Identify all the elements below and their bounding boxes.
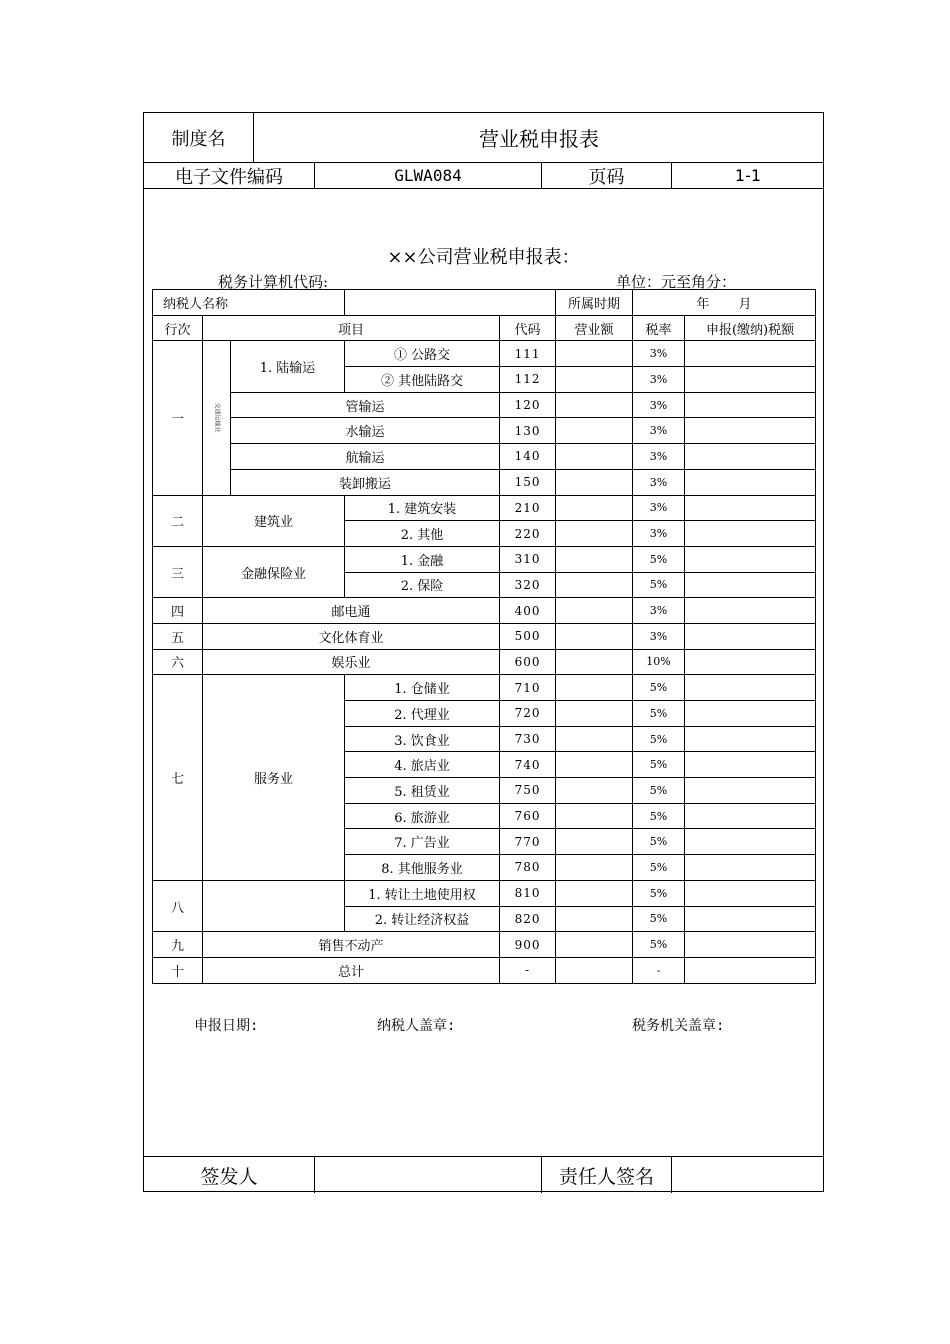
table-row [153,418,816,444]
revenue-cell[interactable] [556,803,633,829]
revenue-cell[interactable] [556,572,633,598]
document-name: 营业税申报表 [253,113,824,162]
item-name: 邮电通 [203,598,500,624]
total-row [153,957,816,983]
group-subname: 1. 陆输运 [231,341,345,392]
tax-cell[interactable] [685,341,816,367]
revenue-cell[interactable] [556,367,633,393]
rate-cell: 3% [633,623,685,649]
line-number: 三 [153,546,203,597]
column-header-row [153,315,816,341]
tax-cell[interactable] [685,752,816,778]
line-number: 四 [153,598,203,624]
revenue-cell[interactable] [556,469,633,495]
tax-cell[interactable] [685,444,816,470]
line-number: 六 [153,649,203,675]
period-value[interactable] [633,290,816,316]
item-name: 2. 代理业 [345,701,500,727]
item-code: 150 [500,469,556,495]
item-name: 2. 其他 [345,521,500,547]
line-number: 九 [153,932,203,958]
item-name: ① 公路交 [345,341,500,367]
tax-cell[interactable] [685,726,816,752]
revenue-cell[interactable] [556,598,633,624]
rate-cell: 3% [633,418,685,444]
unit-label: 单位：元至角分： [616,273,737,291]
tax-cell[interactable] [685,367,816,393]
rate-cell: 3% [633,469,685,495]
table-row [153,392,816,418]
item-code: 780 [500,855,556,881]
rate-cell: 5% [633,752,685,778]
tax-cell[interactable] [685,469,816,495]
table-row [153,623,816,649]
group-name: 服务业 [203,675,345,881]
tax-cell[interactable] [685,623,816,649]
header-row-name [144,113,823,163]
table-row [153,932,816,958]
item-name: 1. 仓储业 [345,675,500,701]
table-row [153,495,816,521]
col-header-rate: 税率 [633,315,685,341]
taxpayer-value[interactable] [345,290,556,316]
col-header-revenue: 营业额 [556,315,633,341]
item-name: 装卸搬运 [231,469,500,495]
table-row [153,341,816,367]
item-name: 娱乐业 [203,649,500,675]
line-number: 七 [153,675,203,881]
item-code: 220 [500,521,556,547]
tax-cell[interactable] [685,392,816,418]
rate-cell: 3% [633,521,685,547]
table-row [153,546,816,572]
item-code: 140 [500,444,556,470]
rate-cell: 3% [633,444,685,470]
page-label: 页码 [541,163,671,188]
tax-cell[interactable] [685,546,816,572]
responsible-value[interactable] [671,1157,824,1193]
revenue-cell[interactable] [556,932,633,958]
form-title: ××公司营业税申报表： [387,247,580,268]
code-value: GLWA084 [314,163,541,188]
item-code: 710 [500,675,556,701]
group-name: 建筑业 [203,495,345,546]
computer-code-label: 税务计算机代码: [218,273,329,291]
tax-cell[interactable] [685,880,816,906]
item-name: 3. 饮食业 [345,726,500,752]
rate-cell: 3% [633,392,685,418]
page-value: 1-1 [671,163,824,188]
revenue-cell[interactable] [556,649,633,675]
revenue-cell[interactable] [556,623,633,649]
line-number: 五 [153,623,203,649]
rate-cell: 5% [633,675,685,701]
item-code: 112 [500,367,556,393]
rate-cell: 5% [633,880,685,906]
item-name: ② 其他陆路交 [345,367,500,393]
revenue-cell[interactable] [556,392,633,418]
tax-cell[interactable] [685,932,816,958]
item-name: 水输运 [231,418,500,444]
rate-cell: 5% [633,546,685,572]
code-label: 电子文件编码 [175,166,283,188]
revenue-cell[interactable] [556,829,633,855]
line-number: 八 [153,880,203,931]
tax-office-seal-label: 税务机关盖章: [632,1018,725,1034]
item-code: 900 [500,932,556,958]
revenue-cell[interactable] [556,906,633,932]
item-code: 600 [500,649,556,675]
item-code: 210 [500,495,556,521]
tax-cell[interactable] [685,778,816,804]
item-code: - [500,957,556,983]
tax-cell[interactable] [685,675,816,701]
item-name: 7. 广告业 [345,829,500,855]
revenue-cell[interactable] [556,521,633,547]
item-name: 6. 旅游业 [345,803,500,829]
item-code: 320 [500,572,556,598]
item-name: 销售不动产 [203,932,500,958]
table-row [153,598,816,624]
tax-cell[interactable] [685,855,816,881]
taxpayer-label: 纳税人名称 [153,290,345,316]
revenue-cell[interactable] [556,418,633,444]
item-code: 310 [500,546,556,572]
col-header-item: 项目 [203,315,500,341]
revenue-cell[interactable] [556,444,633,470]
revenue-cell[interactable] [556,495,633,521]
item-name: 5. 租赁业 [345,778,500,804]
rate-cell: 3% [633,367,685,393]
tax-cell[interactable] [685,572,816,598]
col-header-code: 代码 [500,315,556,341]
period-label: 所属时期 [556,290,633,316]
table-row [153,444,816,470]
revenue-cell[interactable] [556,957,633,983]
rate-cell: 3% [633,598,685,624]
taxpayer-seal-label: 纳税人盖章: [377,1018,456,1034]
tax-cell[interactable] [685,701,816,727]
tax-cell[interactable] [685,803,816,829]
tax-cell[interactable] [685,829,816,855]
item-name: 4. 旅店业 [345,752,500,778]
total-label: 总计 [203,957,500,983]
item-name: 航输运 [231,444,500,470]
table-row [153,649,816,675]
revenue-cell[interactable] [556,675,633,701]
line-number: 二 [153,495,203,546]
revenue-cell[interactable] [556,778,633,804]
group-name: 金融保险业 [203,546,345,597]
year-label: 年 [696,296,710,312]
table-row [153,880,816,906]
table-row [153,675,816,701]
month-label: 月 [738,296,752,312]
document-frame [143,112,824,1192]
table-row [153,290,816,316]
item-name: 1. 建筑安装 [345,495,500,521]
signature-row [144,1156,823,1193]
tax-cell[interactable] [685,418,816,444]
declare-date-label: 申报日期: [194,1018,259,1034]
tax-cell[interactable] [685,649,816,675]
item-code: 820 [500,906,556,932]
tax-cell[interactable] [685,906,816,932]
item-name: 管输运 [231,392,500,418]
rate-cell: 5% [633,932,685,958]
revenue-cell[interactable] [556,752,633,778]
rate-cell: - [633,957,685,983]
revenue-cell[interactable] [556,546,633,572]
tax-cell[interactable] [685,521,816,547]
col-header-line: 行次 [153,315,203,341]
name-label: 制度名 [171,128,226,150]
item-code: 760 [500,803,556,829]
item-code: 111 [500,341,556,367]
transport-vertical-label: 交通运输业 [203,341,231,495]
issuer-value[interactable] [314,1157,541,1193]
item-code: 120 [500,392,556,418]
tax-cell[interactable] [685,598,816,624]
line-number: 一 [153,341,203,495]
group-name-empty [203,880,345,931]
item-code: 770 [500,829,556,855]
item-name: 2. 保险 [345,572,500,598]
item-name: 2. 转让经济权益 [345,906,500,932]
col-header-tax: 申报(缴纳)税额 [685,315,816,341]
item-name: 8. 其他服务业 [345,855,500,881]
rate-cell: 10% [633,649,685,675]
item-code: 400 [500,598,556,624]
rate-cell: 5% [633,701,685,727]
rate-cell: 5% [633,855,685,881]
rate-cell: 5% [633,829,685,855]
table-row [153,469,816,495]
tax-cell[interactable] [685,957,816,983]
item-code: 730 [500,726,556,752]
tax-return-table [152,289,816,984]
item-code: 740 [500,752,556,778]
item-name: 文化体育业 [203,623,500,649]
item-code: 500 [500,623,556,649]
line-number: 十 [153,957,203,983]
item-code: 750 [500,778,556,804]
revenue-cell[interactable] [556,855,633,881]
item-name: 1. 转让土地使用权 [345,880,500,906]
rate-cell: 5% [633,726,685,752]
revenue-cell[interactable] [556,880,633,906]
rate-cell: 5% [633,778,685,804]
item-code: 810 [500,880,556,906]
rate-cell: 5% [633,803,685,829]
item-code: 130 [500,418,556,444]
rate-cell: 5% [633,572,685,598]
rate-cell: 5% [633,906,685,932]
tax-cell[interactable] [685,495,816,521]
revenue-cell[interactable] [556,341,633,367]
item-name: 1. 金融 [345,546,500,572]
issuer-label: 签发人 [200,1165,258,1188]
revenue-cell[interactable] [556,701,633,727]
rate-cell: 3% [633,341,685,367]
rate-cell: 3% [633,495,685,521]
header-row-code [144,163,823,189]
responsible-label: 责任人签名 [541,1157,671,1193]
item-code: 720 [500,701,556,727]
revenue-cell[interactable] [556,726,633,752]
